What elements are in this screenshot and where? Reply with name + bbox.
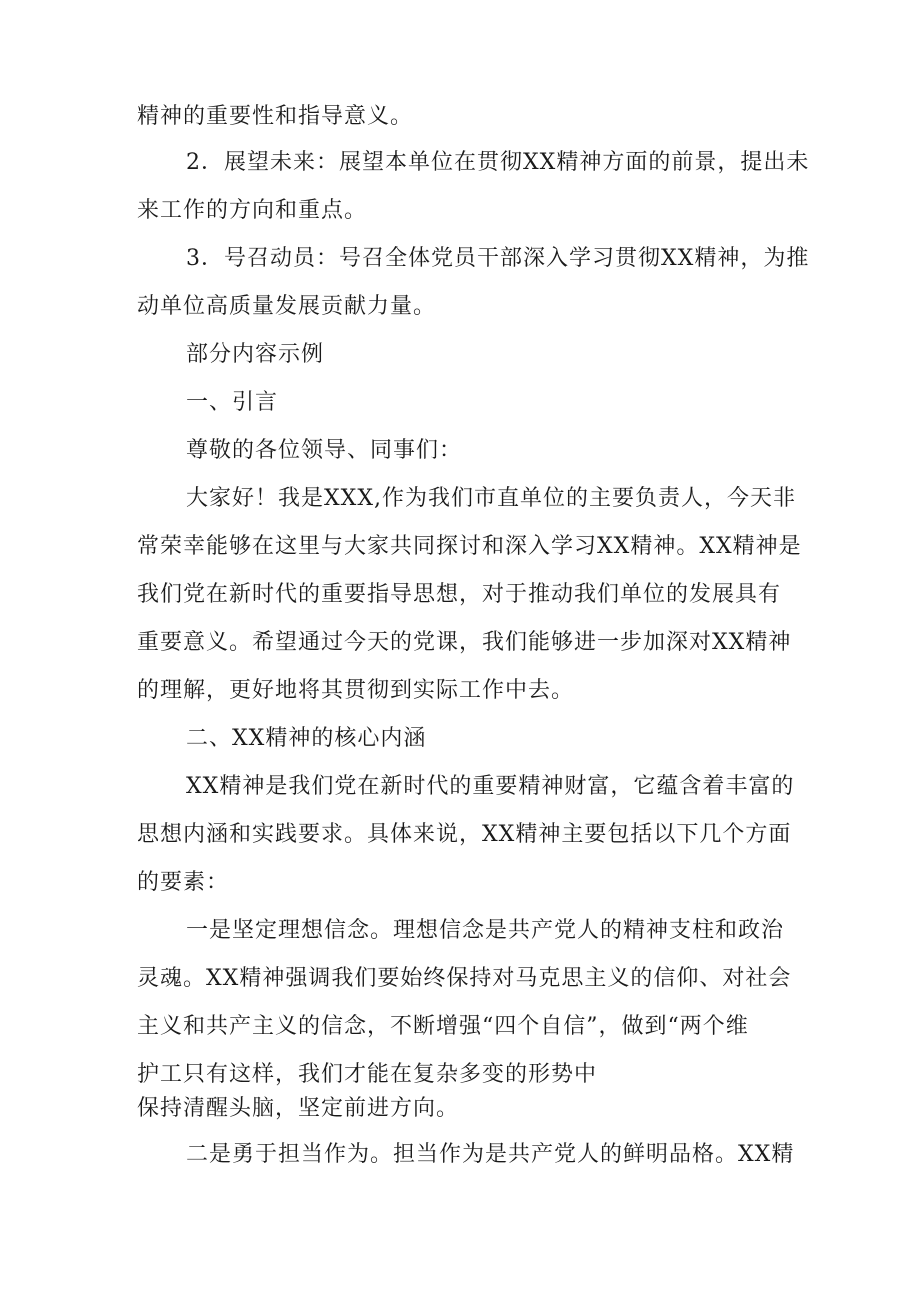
section-heading-example: 部分内容示例	[186, 342, 325, 367]
text-line-2: 2．展望未来：展望本单位在贯彻XX精神方面的前景，提出未	[186, 150, 810, 175]
text-line-19: 灵魂。XX精神强调我们要始终保持对马克思主义的信仰、对社会	[137, 966, 792, 991]
text-line-9: 大家好！我是XXX,作为我们市直单位的主要负责人，今天非	[186, 486, 796, 511]
text-line-16: 思想内涵和实践要求。具体来说，XX精神主要包括以下几个方面	[137, 822, 792, 847]
text-line-17: 的要素：	[137, 870, 230, 895]
text-line-23: 二是勇于担当作为。担当作为是共产党人的鲜明品格。XX精	[186, 1142, 795, 1167]
text-line-21: 护工只有这样，我们才能在复杂多变的形势中	[137, 1062, 598, 1087]
text-line-15: XX精神是我们党在新时代的重要精神财富，它蕴含着丰富的	[186, 774, 795, 799]
text-line-10: 常荣幸能够在这里与大家共同探讨和深入学习XX精神。XX精神是	[137, 534, 802, 559]
text-line-11: 我们党在新时代的重要指导思想，对于推动我们单位的发展具有	[137, 582, 782, 607]
text-line-13: 的理解，更好地将其贯彻到实际工作中去。	[137, 678, 575, 703]
text-line-3: 来工作的方向和重点。	[137, 198, 368, 223]
section-heading-core: 二、XX精神的核心内涵	[186, 726, 427, 751]
text-line-12: 重要意义。希望通过今天的党课，我们能够进一步加深对XX精神	[137, 630, 792, 655]
text-line-4: 3．号召动员：号召全体党员干部深入学习贯彻XX精神，为推	[186, 246, 810, 271]
section-heading-intro: 一、引言	[186, 390, 279, 415]
text-line-22: 保持清醒头脑，坚定前进方向。	[137, 1096, 460, 1121]
text-line-20: 主义和共产主义的信念，不断增强“四个自信”，做到“两个维	[137, 1014, 749, 1039]
text-line-1: 精神的重要性和指导意义。	[137, 104, 414, 129]
text-line-18: 一是坚定理想信念。理想信念是共产党人的精神支柱和政治	[186, 918, 785, 943]
text-line-8: 尊敬的各位领导、同事们：	[186, 438, 463, 463]
text-line-5: 动单位高质量发展贡献力量。	[137, 294, 437, 319]
